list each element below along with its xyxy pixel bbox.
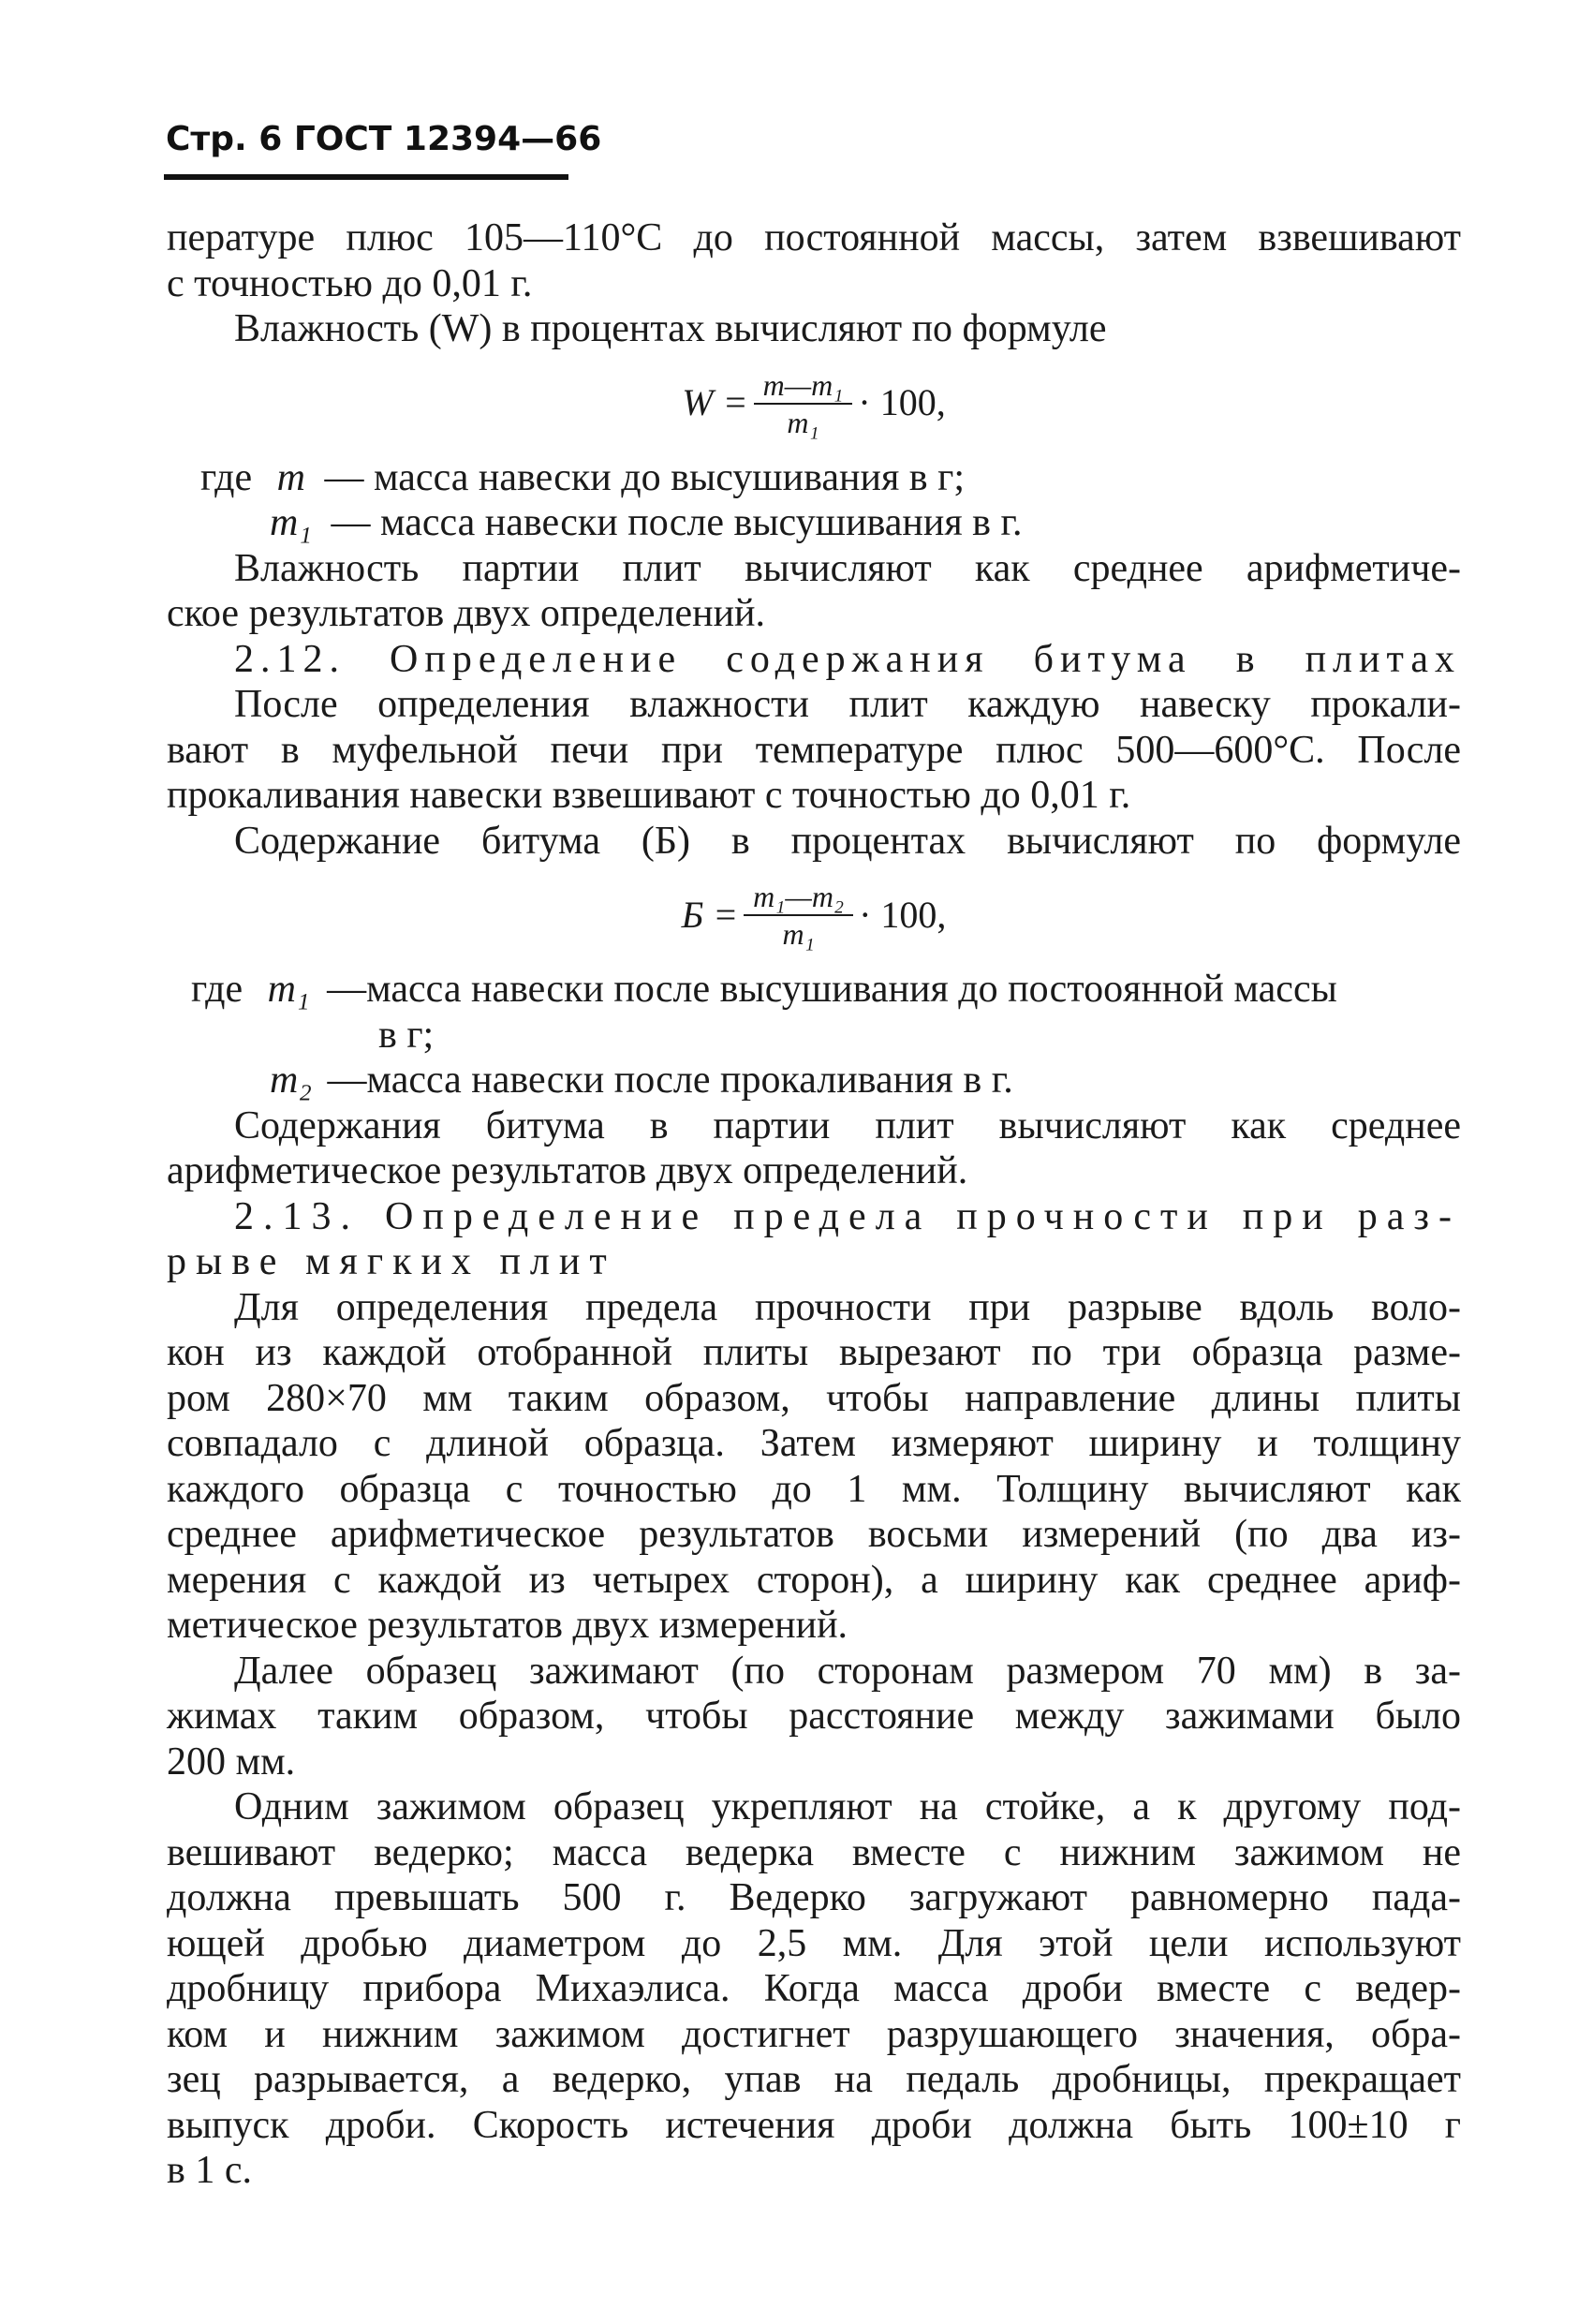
formula-fraction — [754, 367, 853, 440]
formula-tail: · 100, — [858, 381, 946, 424]
document-body — [167, 215, 1461, 2194]
section-heading: 2.13. Определение предела прочности при раз- — [234, 1194, 1461, 1238]
text-line: жимах таким образом, чтобы расстояние между зажимами было — [167, 1695, 1461, 1738]
text-line: среднее арифметическое результатов восьми измерений (по два из- — [167, 1513, 1461, 1556]
definition-line — [167, 1058, 1461, 1103]
formula-fraction — [744, 879, 853, 952]
definition-line — [167, 500, 1461, 546]
text-line: Влажность партии плит вычисляют как среднее арифметиче- — [234, 546, 1461, 590]
definition-line — [167, 455, 1461, 501]
formula-moisture — [167, 352, 1461, 455]
text-line: ское результатов двух определений. — [167, 592, 766, 635]
definition-text: — масса навески после высушивания в г. — [331, 501, 1023, 544]
text-line: прокаливания навески взвешивают с точностью до 0,01 г. — [167, 774, 1131, 817]
definition-symbol: m₁ — [267, 968, 310, 1011]
formula-lhs: W = — [682, 381, 748, 424]
text-line: выпуск дроби. Скорость истечения дроби должна быть 100±10 г — [167, 2103, 1461, 2147]
definition-line: в г; — [378, 1013, 435, 1057]
text-line: зец разрывается, а ведерко, упав на педаль дробницы, прекращает — [167, 2058, 1461, 2101]
section-heading: 2.12. Определение содержания битума в плитах — [234, 637, 1461, 681]
formula-numerator: m—m₁ — [762, 367, 844, 402]
definition-text: —масса навески после прокаливания в г. — [327, 1058, 1013, 1102]
text-line: Для определения предела прочности при разрыве вдоль воло- — [234, 1285, 1461, 1329]
definition-symbol: m₂ — [270, 1058, 312, 1102]
variable-definitions — [167, 455, 1461, 546]
text-line: с точностью до 0,01 г. — [167, 261, 533, 305]
definition-lead: где — [191, 968, 243, 1011]
definition-text: —масса навески после высушивания до постоoянной массы — [327, 968, 1337, 1011]
text-line: Содержание битума (Б) в процентах вычисляют по формуле — [234, 819, 1461, 863]
text-line: ком и нижним зажимом достигнет разрушающего значения, обра- — [167, 2012, 1461, 2056]
text-line: кон из каждой отобранной плиты вырезают по три образца разме- — [167, 1331, 1461, 1374]
text-line: арифметическое результатов двух определений. — [167, 1149, 968, 1192]
text-line: должна превышать 500 г. Ведерко загружают равномерно пада- — [167, 1876, 1461, 1919]
text-line: Содержания битума в партии плит вычисляют как среднее — [234, 1103, 1461, 1147]
page-header: Стр. 6 ГОСТ 12394—66 — [166, 120, 602, 158]
text-line: После определения влажности плит каждую навеску прокали- — [234, 683, 1461, 726]
text-line: ющей дробью диаметром до 2,5 мм. Для этой цели используют — [167, 1921, 1461, 1965]
formula-denominator: m₁ — [782, 917, 815, 951]
text-line: пературе плюс 105—110°С до постоянной массы, затем взвешивают — [167, 216, 1461, 259]
text-line: дробницу прибора Михаэлиса. Когда масса дроби вместе с ведер- — [167, 1967, 1461, 2010]
text-line: в 1 с. — [167, 2149, 252, 2192]
formula-denominator: m₁ — [787, 405, 819, 439]
formula-lhs: Б = — [681, 893, 739, 936]
formula-bitumen — [167, 864, 1461, 967]
text-line: вешивают ведерко; масса ведерка вместе с нижним зажимом не — [167, 1830, 1461, 1874]
variable-definitions — [167, 967, 1461, 1103]
text-line: Далее образец зажимают (по сторонам размером 70 мм) в за- — [234, 1649, 1461, 1693]
definition-lead: где — [200, 455, 253, 499]
section-heading: рыве мягких плит — [167, 1240, 616, 1283]
text-line: метическое результатов двух измерений. — [167, 1604, 848, 1647]
definition-symbol: m₁ — [270, 501, 312, 544]
definition-text: — масса навески до высушивания в г; — [324, 455, 966, 499]
formula-tail: · 100, — [859, 893, 947, 936]
text-line: 200 мм. — [167, 1739, 296, 1784]
text-line: совпадало с длиной образца. Затем измеряют ширину и толщину — [167, 1422, 1461, 1465]
definition-symbol: m — [276, 455, 305, 499]
text-line: вают в муфельной печи при температуре плюс 500—600°С. После — [167, 728, 1461, 772]
header-rule — [164, 174, 568, 180]
text-line: мерения с каждой из четырех сторон), а ширину как среднее ариф- — [167, 1558, 1461, 1602]
text-line: Одним зажимом образец укрепляют на стойке, а к другому под- — [234, 1785, 1461, 1828]
text-line: каждого образца с точностью до 1 мм. Толщину вычисляют как — [167, 1467, 1461, 1511]
text-line: Влажность (W) в процентах вычисляют по формуле — [234, 307, 1107, 350]
definition-line — [167, 967, 1461, 1013]
text-line: ром 280×70 мм таким образом, чтобы направление длины плиты — [167, 1376, 1461, 1420]
formula-numerator: m₁—m₂ — [753, 880, 845, 913]
